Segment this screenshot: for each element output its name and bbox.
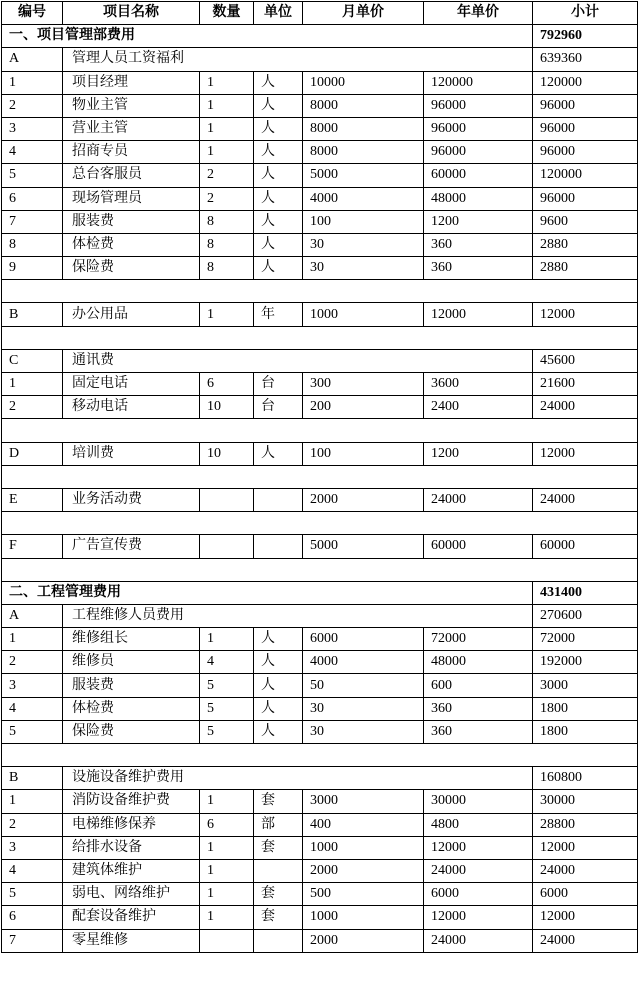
column-header: 编号 [2,2,63,25]
group-row [2,488,638,511]
column-header: 项目名称 [63,2,200,25]
unit-cell: 套 [254,790,303,813]
monthly-price-cell: 400 [303,813,424,836]
subtotal-cell: 12000 [533,836,638,859]
code-cell: 5 [2,164,63,187]
code-cell: 9 [2,257,63,280]
subtotal-cell: 3000 [533,674,638,697]
column-header: 月单价 [303,2,424,25]
yearly-price-cell: 360 [424,720,533,743]
yearly-price-cell: 2400 [424,396,533,419]
monthly-price-cell: 100 [303,210,424,233]
subtotal-cell: 45600 [533,349,638,372]
code-cell: B [2,767,63,790]
column-header: 年单价 [424,2,533,25]
group-row [2,535,638,558]
table-row [2,697,638,720]
table-row [2,71,638,94]
qty-cell: 1 [200,303,254,326]
name-cell: 现场管理员 [63,187,200,210]
subtotal-cell: 21600 [533,373,638,396]
unit-cell: 套 [254,883,303,906]
table-row [2,813,638,836]
subtotal-cell: 12000 [533,303,638,326]
name-cell: 服装费 [63,210,200,233]
qty-cell: 4 [200,651,254,674]
subtotal-cell: 120000 [533,71,638,94]
section-total: 431400 [533,581,638,604]
yearly-price-cell: 6000 [424,883,533,906]
subtotal-cell: 96000 [533,94,638,117]
monthly-price-cell: 200 [303,396,424,419]
monthly-price-cell: 300 [303,373,424,396]
name-cell: 维修员 [63,651,200,674]
code-cell: A [2,604,63,627]
unit-cell: 台 [254,396,303,419]
unit-cell: 人 [254,71,303,94]
subtotal-cell: 120000 [533,164,638,187]
name-cell: 建筑体维护 [63,859,200,882]
monthly-price-cell: 8000 [303,94,424,117]
name-cell: 项目经理 [63,71,200,94]
code-cell: B [2,303,63,326]
monthly-price-cell: 2000 [303,859,424,882]
qty-cell: 8 [200,233,254,256]
code-cell: 6 [2,187,63,210]
column-header: 小计 [533,2,638,25]
spacer-row [2,419,638,442]
name-cell: 工程维修人员费用 [63,604,533,627]
code-cell: 4 [2,697,63,720]
group-row [2,303,638,326]
qty-cell: 8 [200,210,254,233]
qty-cell: 1 [200,117,254,140]
spacer-row [2,280,638,303]
monthly-price-cell: 1000 [303,906,424,929]
monthly-price-cell: 30 [303,257,424,280]
monthly-price-cell: 8000 [303,117,424,140]
qty-cell [200,929,254,952]
spacer-row [2,465,638,488]
code-cell: 2 [2,94,63,117]
subtotal-cell: 24000 [533,859,638,882]
yearly-price-cell: 96000 [424,141,533,164]
monthly-price-cell: 100 [303,442,424,465]
subtotal-cell: 2880 [533,257,638,280]
table-row [2,883,638,906]
qty-cell: 5 [200,720,254,743]
unit-cell: 人 [254,117,303,140]
yearly-price-cell: 1200 [424,442,533,465]
subtotal-cell: 96000 [533,117,638,140]
monthly-price-cell: 10000 [303,71,424,94]
unit-cell: 人 [254,164,303,187]
yearly-price-cell: 24000 [424,859,533,882]
monthly-price-cell: 500 [303,883,424,906]
monthly-price-cell: 2000 [303,488,424,511]
table-row [2,906,638,929]
name-cell: 保险费 [63,720,200,743]
empty-cell [2,326,638,349]
code-cell: 3 [2,674,63,697]
table-row [2,396,638,419]
table-row [2,257,638,280]
subtotal-cell: 6000 [533,883,638,906]
spacer-row [2,744,638,767]
table-row [2,859,638,882]
qty-cell [200,535,254,558]
spacer-row [2,512,638,535]
code-cell: 7 [2,929,63,952]
yearly-price-cell: 360 [424,697,533,720]
name-cell: 营业主管 [63,117,200,140]
name-cell: 服装费 [63,674,200,697]
unit-cell [254,535,303,558]
yearly-price-cell: 24000 [424,929,533,952]
monthly-price-cell: 3000 [303,790,424,813]
unit-cell: 人 [254,94,303,117]
unit-cell: 人 [254,720,303,743]
code-cell: E [2,488,63,511]
yearly-price-cell: 1200 [424,210,533,233]
subtotal-cell: 60000 [533,535,638,558]
group-row [2,48,638,71]
subtotal-cell: 12000 [533,442,638,465]
unit-cell: 人 [254,141,303,164]
qty-cell: 2 [200,187,254,210]
table-row [2,117,638,140]
yearly-price-cell: 72000 [424,628,533,651]
name-cell: 固定电话 [63,373,200,396]
qty-cell: 1 [200,883,254,906]
yearly-price-cell: 96000 [424,117,533,140]
code-cell: F [2,535,63,558]
name-cell: 体检费 [63,697,200,720]
qty-cell: 2 [200,164,254,187]
name-cell: 物业主管 [63,94,200,117]
table-row [2,187,638,210]
table-header-row [2,2,638,25]
unit-cell: 人 [254,210,303,233]
spacer-row [2,558,638,581]
empty-cell [2,465,638,488]
name-cell: 总台客服员 [63,164,200,187]
code-cell: 7 [2,210,63,233]
qty-cell: 1 [200,141,254,164]
table-row [2,836,638,859]
yearly-price-cell: 360 [424,233,533,256]
name-cell: 招商专员 [63,141,200,164]
monthly-price-cell: 30 [303,720,424,743]
spacer-row [2,326,638,349]
section-total: 792960 [533,25,638,48]
section-row [2,25,638,48]
monthly-price-cell: 30 [303,233,424,256]
group-row [2,349,638,372]
monthly-price-cell: 4000 [303,651,424,674]
qty-cell: 5 [200,674,254,697]
subtotal-cell: 639360 [533,48,638,71]
table-row [2,210,638,233]
yearly-price-cell: 30000 [424,790,533,813]
qty-cell: 1 [200,836,254,859]
subtotal-cell: 72000 [533,628,638,651]
yearly-price-cell: 12000 [424,906,533,929]
name-cell: 维修组长 [63,628,200,651]
empty-cell [2,280,638,303]
name-cell: 消防设备维护费 [63,790,200,813]
yearly-price-cell: 48000 [424,187,533,210]
subtotal-cell: 9600 [533,210,638,233]
yearly-price-cell: 360 [424,257,533,280]
name-cell: 保险费 [63,257,200,280]
monthly-price-cell: 50 [303,674,424,697]
yearly-price-cell: 12000 [424,836,533,859]
name-cell: 给排水设备 [63,836,200,859]
code-cell: 3 [2,117,63,140]
unit-cell: 套 [254,906,303,929]
monthly-price-cell: 1000 [303,836,424,859]
code-cell: 4 [2,141,63,164]
table-row [2,94,638,117]
unit-cell: 人 [254,674,303,697]
yearly-price-cell: 3600 [424,373,533,396]
unit-cell: 部 [254,813,303,836]
subtotal-cell: 192000 [533,651,638,674]
name-cell: 配套设备维护 [63,906,200,929]
code-cell: 4 [2,859,63,882]
table-row [2,720,638,743]
monthly-price-cell: 1000 [303,303,424,326]
empty-cell [2,744,638,767]
code-cell: 1 [2,790,63,813]
empty-cell [2,512,638,535]
yearly-price-cell: 48000 [424,651,533,674]
table-row [2,790,638,813]
unit-cell: 人 [254,651,303,674]
unit-cell [254,929,303,952]
code-cell: D [2,442,63,465]
column-header: 数量 [200,2,254,25]
subtotal-cell: 96000 [533,141,638,164]
subtotal-cell: 160800 [533,767,638,790]
monthly-price-cell: 2000 [303,929,424,952]
code-cell: 2 [2,813,63,836]
code-cell: 2 [2,651,63,674]
unit-cell: 人 [254,257,303,280]
name-cell: 管理人员工资福利 [63,48,533,71]
code-cell: 5 [2,720,63,743]
yearly-price-cell: 12000 [424,303,533,326]
qty-cell: 5 [200,697,254,720]
name-cell: 零星维修 [63,929,200,952]
group-row [2,604,638,627]
yearly-price-cell: 60000 [424,535,533,558]
unit-cell: 套 [254,836,303,859]
unit-cell [254,859,303,882]
name-cell: 办公用品 [63,303,200,326]
qty-cell: 6 [200,813,254,836]
table-row [2,233,638,256]
subtotal-cell: 270600 [533,604,638,627]
group-row [2,767,638,790]
subtotal-cell: 12000 [533,906,638,929]
table-row [2,373,638,396]
qty-cell: 1 [200,790,254,813]
qty-cell: 6 [200,373,254,396]
table-row [2,628,638,651]
monthly-price-cell: 6000 [303,628,424,651]
subtotal-cell: 96000 [533,187,638,210]
code-cell: 6 [2,906,63,929]
name-cell: 设施设备维护费用 [63,767,533,790]
subtotal-cell: 1800 [533,720,638,743]
name-cell: 移动电话 [63,396,200,419]
code-cell: A [2,48,63,71]
code-cell: C [2,349,63,372]
name-cell: 弱电、网络维护 [63,883,200,906]
qty-cell: 10 [200,396,254,419]
qty-cell: 1 [200,71,254,94]
name-cell: 通讯费 [63,349,533,372]
subtotal-cell: 24000 [533,396,638,419]
code-cell: 1 [2,71,63,94]
cost-table [1,1,638,953]
table-row [2,674,638,697]
yearly-price-cell: 96000 [424,94,533,117]
yearly-price-cell: 60000 [424,164,533,187]
qty-cell: 8 [200,257,254,280]
name-cell: 广告宣传费 [63,535,200,558]
unit-cell: 人 [254,442,303,465]
yearly-price-cell: 120000 [424,71,533,94]
code-cell: 5 [2,883,63,906]
subtotal-cell: 24000 [533,488,638,511]
column-header: 单位 [254,2,303,25]
qty-cell [200,488,254,511]
code-cell: 1 [2,628,63,651]
qty-cell: 10 [200,442,254,465]
qty-cell: 1 [200,859,254,882]
subtotal-cell: 1800 [533,697,638,720]
table-row [2,164,638,187]
subtotal-cell: 30000 [533,790,638,813]
empty-cell [2,558,638,581]
name-cell: 体检费 [63,233,200,256]
section-row [2,581,638,604]
table-row [2,651,638,674]
table-row [2,929,638,952]
code-cell: 3 [2,836,63,859]
table-row [2,141,638,164]
yearly-price-cell: 24000 [424,488,533,511]
unit-cell [254,488,303,511]
unit-cell: 人 [254,187,303,210]
name-cell: 业务活动费 [63,488,200,511]
subtotal-cell: 28800 [533,813,638,836]
cost-table-body [2,2,638,953]
unit-cell: 人 [254,697,303,720]
yearly-price-cell: 4800 [424,813,533,836]
monthly-price-cell: 8000 [303,141,424,164]
unit-cell: 人 [254,628,303,651]
unit-cell: 人 [254,233,303,256]
qty-cell: 1 [200,94,254,117]
code-cell: 8 [2,233,63,256]
section-title: 一、项目管理部费用 [2,25,533,48]
qty-cell: 1 [200,628,254,651]
subtotal-cell: 2880 [533,233,638,256]
section-title: 二、工程管理费用 [2,581,533,604]
monthly-price-cell: 5000 [303,535,424,558]
yearly-price-cell: 600 [424,674,533,697]
unit-cell: 年 [254,303,303,326]
empty-cell [2,419,638,442]
code-cell: 2 [2,396,63,419]
monthly-price-cell: 30 [303,697,424,720]
group-row [2,442,638,465]
monthly-price-cell: 5000 [303,164,424,187]
monthly-price-cell: 4000 [303,187,424,210]
subtotal-cell: 24000 [533,929,638,952]
code-cell: 1 [2,373,63,396]
unit-cell: 台 [254,373,303,396]
name-cell: 培训费 [63,442,200,465]
name-cell: 电梯维修保养 [63,813,200,836]
qty-cell: 1 [200,906,254,929]
